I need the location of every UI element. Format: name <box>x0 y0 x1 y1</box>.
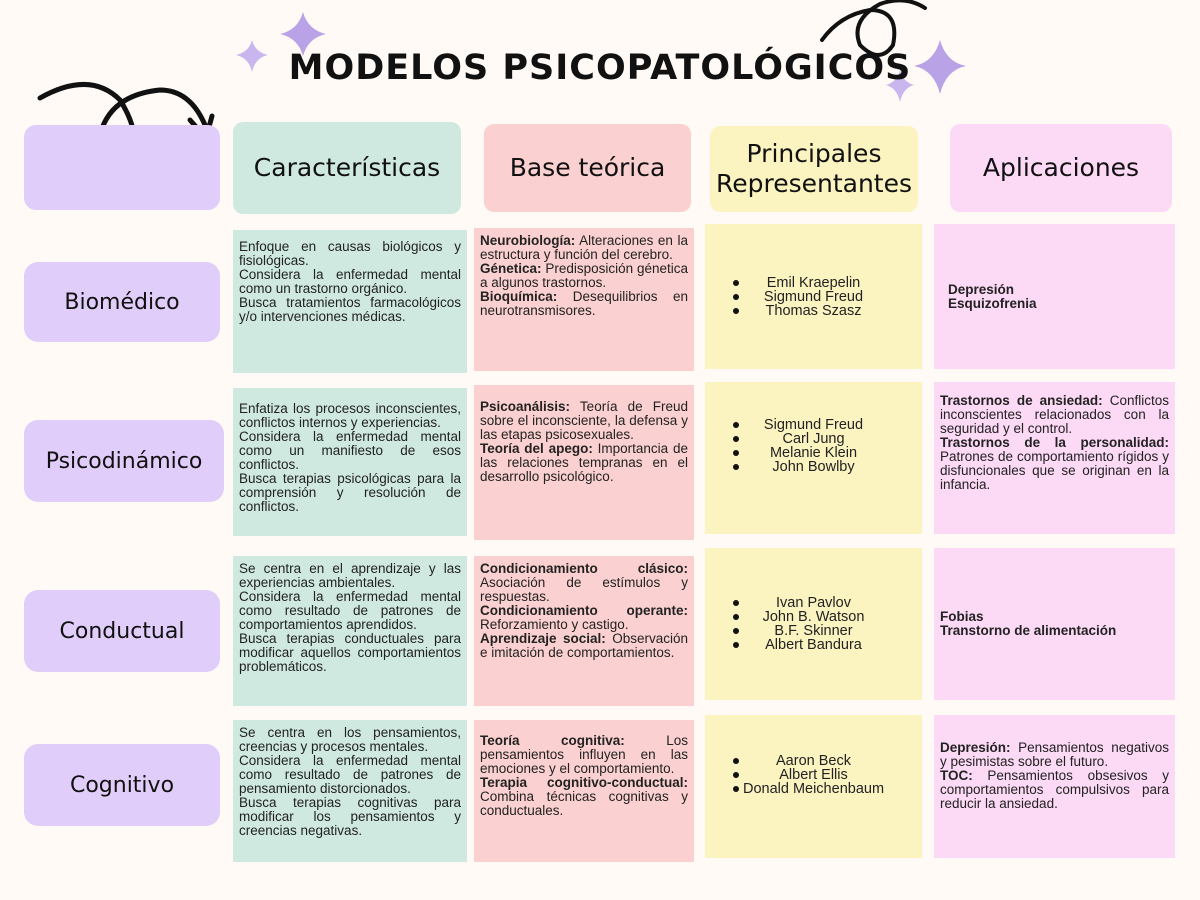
text-line <box>480 290 688 318</box>
cell-representantes-psicodinamico <box>705 382 922 534</box>
term: Teoría del apego: <box>480 441 593 456</box>
cell-base-conductual <box>474 556 694 706</box>
text-line: Busca terapias cognitivas para modificar los pensamientos y creencias negativas. <box>239 795 461 838</box>
text-line: Considera la enfermedad mental como un manifiesto de esos conflictos. <box>239 429 461 472</box>
cell-caracteristicas-conductual <box>233 556 467 706</box>
text-line <box>948 283 1169 297</box>
text-line: Busca terapias psicológicas para la comprensión y resolución de conflictos. <box>239 471 461 514</box>
term-text: Reforzamiento y castigo. <box>480 617 629 632</box>
text-line <box>480 776 688 818</box>
term: Esquizofrenia <box>948 295 1037 311</box>
list-item: Sigmund Freud <box>711 418 916 432</box>
representantes-list <box>711 418 916 474</box>
cell-representantes-conductual <box>705 548 922 700</box>
cell-caracteristicas-psicodinamico <box>233 388 467 536</box>
list-item: Albert Ellis <box>711 768 916 782</box>
header-caracteristicas: Características <box>233 122 461 214</box>
term-text: Conflictos inconscientes relacionados con la seguridad y el control. <box>940 393 1169 436</box>
term: Psicoanálisis: <box>480 399 571 414</box>
text-line <box>940 610 1169 624</box>
term-text: Desequilibrios en neurotransmisores. <box>480 289 688 318</box>
cell-aplicaciones-conductual <box>934 548 1175 700</box>
list-item: Thomas Szasz <box>711 304 916 318</box>
text-line <box>480 442 688 484</box>
list-item: Melanie Klein <box>711 446 916 460</box>
row-label-psicodinamico: Psicodinámico <box>24 420 224 502</box>
list-item: Donald Meichenbaum <box>711 782 916 796</box>
text-line <box>480 632 688 660</box>
text-line: Enfoque en causas biológicos y fisiológicas. <box>239 239 461 268</box>
curly-arrow-icon <box>822 0 925 55</box>
cell-representantes-biomedico <box>705 224 922 369</box>
term-text: Importancia de las relaciones tempranas en el desarrollo psicológico. <box>480 441 688 484</box>
list-item: John Bowlby <box>711 460 916 474</box>
term-text: Teoría de Freud sobre el inconsciente, la defensa y las etapas psicosexuales. <box>480 399 688 442</box>
text-line: Considera la enfermedad mental como un trastorno orgánico. <box>239 267 461 296</box>
term-text: Combina técnicas cognitivas y conductuales. <box>480 789 688 818</box>
header-base-teorica: Base teórica <box>484 124 691 212</box>
header-representantes: Principales Representantes <box>710 126 918 212</box>
text-line: Se centra en los pensamientos, creencias y procesos mentales. <box>239 725 461 754</box>
term-text: Observación e imitación de comportamientos. <box>480 631 688 660</box>
term-text: Los pensamientos influyen en las emociones y el comportamiento. <box>480 733 688 776</box>
list-item: Sigmund Freud <box>711 290 916 304</box>
term-text: Pensamientos negativos y pesimistas sobre el futuro. <box>940 740 1169 769</box>
term: Transtorno de alimentación <box>940 623 1117 638</box>
cell-aplicaciones-biomedico <box>934 224 1175 369</box>
list-item: Ivan Pavlov <box>711 596 916 610</box>
text-line: Se centra en el aprendizaje y las experiencias ambientales. <box>239 561 461 590</box>
term: Condicionamiento operante: <box>480 603 688 618</box>
representantes-list <box>711 596 916 652</box>
list-item: Carl Jung <box>711 432 916 446</box>
term: Teoría cognitiva: <box>480 733 625 748</box>
cell-caracteristicas-cognitivo <box>233 720 467 862</box>
cell-aplicaciones-psicodinamico <box>934 382 1175 534</box>
term: Trastornos de ansiedad: <box>940 393 1103 408</box>
term: Trastornos de la personalidad: <box>940 435 1169 450</box>
list-item: B.F. Skinner <box>711 624 916 638</box>
header-aplicaciones: Aplicaciones <box>950 124 1172 212</box>
term: Depresión <box>948 281 1015 297</box>
list-item: John B. Watson <box>711 610 916 624</box>
cell-base-cognitivo <box>474 720 694 862</box>
term-text: Patrones de comportamiento rígidos y disfuncionales que se originan en la infancia. <box>940 449 1169 492</box>
text-line <box>480 262 688 290</box>
term: Depresión: <box>940 740 1011 755</box>
list-item: Aaron Beck <box>711 754 916 768</box>
text-line <box>940 394 1169 436</box>
term-text: Asociación de estímulos y respuestas. <box>480 575 688 604</box>
corner-cell <box>24 125 220 210</box>
cell-caracteristicas-biomedico <box>233 230 467 373</box>
term: Neurobiología: <box>480 233 576 248</box>
text-line <box>940 436 1169 492</box>
term: Aprendizaje social: <box>480 631 606 646</box>
text-line <box>940 741 1169 769</box>
term: Fobias <box>940 609 984 624</box>
text-line: Considera la enfermedad mental como resultado de patrones de comportamientos aprendidos. <box>239 589 461 632</box>
term: TOC: <box>940 768 973 783</box>
text-line <box>480 604 688 632</box>
term: Bioquímica: <box>480 289 558 304</box>
row-label-cognitivo: Cognitivo <box>24 744 220 826</box>
term: Génetica: <box>480 261 542 276</box>
row-label-conductual: Conductual <box>24 590 220 672</box>
row-label-biomedico: Biomédico <box>24 262 220 342</box>
text-line <box>480 400 688 442</box>
text-line <box>940 624 1169 638</box>
cell-representantes-cognitivo <box>705 715 922 858</box>
text-line: Busca terapias conductuales para modificar aquellos comportamientos problemáticos. <box>239 631 461 674</box>
list-item: Albert Bandura <box>711 638 916 652</box>
term-text: Alteraciones en la estructura y función del cerebro. <box>480 233 688 262</box>
text-line <box>948 297 1169 311</box>
text-line <box>940 769 1169 811</box>
text-line: Enfatiza los procesos inconscientes, conflictos internos y experiencias. <box>239 401 461 430</box>
list-item: Emil Kraepelin <box>711 276 916 290</box>
page-title: MODELOS PSICOPATOLÓGICOS <box>288 48 912 88</box>
representantes-list <box>711 754 916 796</box>
term: Terapia cognitivo-conductual: <box>480 775 688 790</box>
term-text: Predisposición génetica a algunos trastornos. <box>480 261 688 290</box>
text-line: Considera la enfermedad mental como resultado de patrones de pensamiento distorcionados. <box>239 753 461 796</box>
text-line <box>480 562 688 604</box>
term: Condicionamiento clásico: <box>480 561 688 576</box>
text-line <box>480 734 688 776</box>
cell-base-biomedico <box>474 228 694 371</box>
term-text: Pensamientos obsesivos y comportamientos compulsivos para reducir la ansiedad. <box>940 768 1169 811</box>
cell-aplicaciones-cognitivo <box>934 715 1175 858</box>
text-line <box>480 234 688 262</box>
text-line: Busca tratamientos farmacológicos y/o intervenciones médicas. <box>239 295 461 324</box>
cell-base-psicodinamico <box>474 385 694 540</box>
representantes-list <box>711 276 916 318</box>
